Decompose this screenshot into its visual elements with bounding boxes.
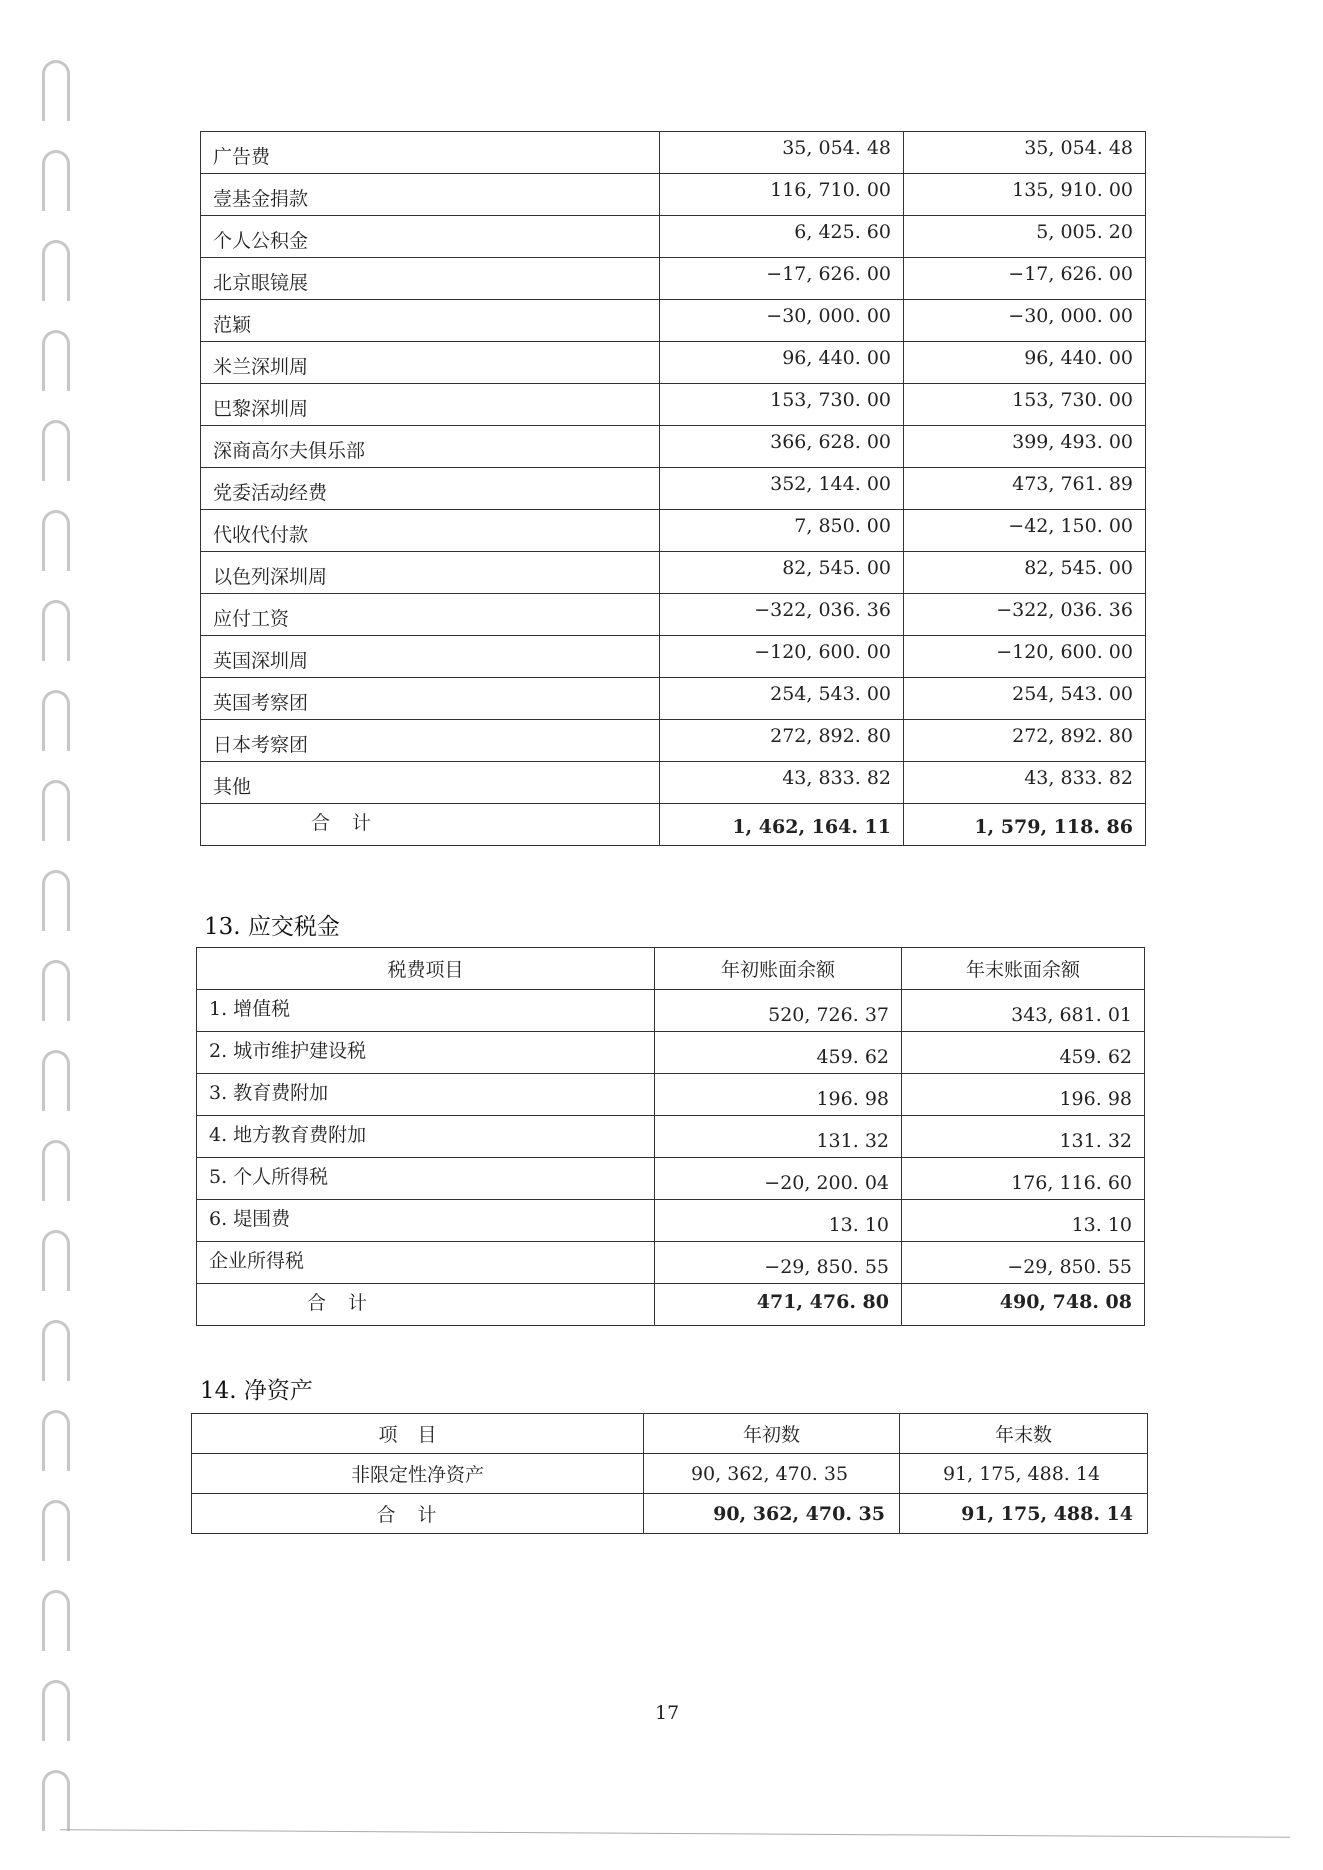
column-header: 项目: [192, 1414, 644, 1454]
begin-value: −29, 850. 55: [655, 1242, 902, 1284]
end-value: 254, 543. 00: [904, 678, 1146, 720]
total-label: 合计: [197, 1284, 655, 1326]
section-13-title: 13. 应交税金: [204, 914, 340, 940]
table-row: [201, 258, 1146, 300]
end-value: 131. 32: [902, 1116, 1145, 1158]
total-end-value: 91, 175, 488. 14: [900, 1494, 1148, 1534]
row-label: 范颖: [201, 300, 660, 342]
total-end-value: 490, 748. 08: [902, 1284, 1145, 1326]
total-label: 合计: [201, 804, 660, 846]
row-label: 英国深圳周: [201, 636, 660, 678]
table-row: [201, 594, 1146, 636]
row-label: 1. 增值税: [197, 990, 655, 1032]
table-row: [201, 300, 1146, 342]
table-row: [197, 990, 1145, 1032]
begin-value: 6, 425. 60: [660, 216, 904, 258]
row-label: 米兰深圳周: [201, 342, 660, 384]
begin-value: −20, 200. 04: [655, 1158, 902, 1200]
total-begin-value: 471, 476. 80: [655, 1284, 902, 1326]
end-value: 82, 545. 00: [904, 552, 1146, 594]
table-row: [201, 468, 1146, 510]
begin-value: 96, 440. 00: [660, 342, 904, 384]
row-label: 6. 堤围费: [197, 1200, 655, 1242]
row-label: 英国考察团: [201, 678, 660, 720]
end-value: −42, 150. 00: [904, 510, 1146, 552]
end-value: 35, 054. 48: [904, 132, 1146, 174]
end-value: 473, 761. 89: [904, 468, 1146, 510]
table-row: [201, 678, 1146, 720]
table-row: [197, 1116, 1145, 1158]
row-label: 日本考察团: [201, 720, 660, 762]
begin-value: 35, 054. 48: [660, 132, 904, 174]
total-row: [197, 1284, 1145, 1326]
row-label: 巴黎深圳周: [201, 384, 660, 426]
net-assets-table: [191, 1413, 1148, 1534]
end-value: −29, 850. 55: [902, 1242, 1145, 1284]
begin-value: 459. 62: [655, 1032, 902, 1074]
begin-value: 272, 892. 80: [660, 720, 904, 762]
begin-value: −120, 600. 00: [660, 636, 904, 678]
page-number: 17: [655, 1702, 680, 1724]
end-value: 459. 62: [902, 1032, 1145, 1074]
table-row: [201, 510, 1146, 552]
row-label: 4. 地方教育费附加: [197, 1116, 655, 1158]
begin-value: −30, 000. 00: [660, 300, 904, 342]
end-value: 272, 892. 80: [904, 720, 1146, 762]
begin-value: 116, 710. 00: [660, 174, 904, 216]
table-row: [201, 762, 1146, 804]
begin-value: 13. 10: [655, 1200, 902, 1242]
begin-value: 254, 543. 00: [660, 678, 904, 720]
table-row: [201, 384, 1146, 426]
total-row: [201, 804, 1146, 846]
total-begin-value: 90, 362, 470. 35: [644, 1494, 900, 1534]
total-label: 合计: [192, 1494, 644, 1534]
end-value: 153, 730. 00: [904, 384, 1146, 426]
table-row: [192, 1454, 1148, 1494]
table-header-row: [197, 948, 1145, 990]
begin-value: 131. 32: [655, 1116, 902, 1158]
row-label: 3. 教育费附加: [197, 1074, 655, 1116]
row-label: 非限定性净资产: [192, 1454, 644, 1494]
table-row: [201, 552, 1146, 594]
row-label: 2. 城市维护建设税: [197, 1032, 655, 1074]
table-row: [197, 1242, 1145, 1284]
total-end-value: 1, 579, 118. 86: [904, 804, 1146, 846]
begin-value: 43, 833. 82: [660, 762, 904, 804]
end-value: 196. 98: [902, 1074, 1145, 1116]
end-value: 43, 833. 82: [904, 762, 1146, 804]
page-divider: [60, 1829, 1290, 1838]
begin-value: 82, 545. 00: [660, 552, 904, 594]
row-label: 壹基金捐款: [201, 174, 660, 216]
taxes-payable-table: [196, 947, 1145, 1326]
end-value: −322, 036. 36: [904, 594, 1146, 636]
row-label: 北京眼镜展: [201, 258, 660, 300]
table-row: [197, 1074, 1145, 1116]
begin-value: 352, 144. 00: [660, 468, 904, 510]
row-label: 个人公积金: [201, 216, 660, 258]
table-row: [197, 1032, 1145, 1074]
begin-value: 7, 850. 00: [660, 510, 904, 552]
begin-value: 196. 98: [655, 1074, 902, 1116]
row-label: 广告费: [201, 132, 660, 174]
begin-value: −322, 036. 36: [660, 594, 904, 636]
column-header: 年初数: [644, 1414, 900, 1454]
table-row: [197, 1158, 1145, 1200]
other-payables-table: [200, 131, 1146, 846]
end-value: 5, 005. 20: [904, 216, 1146, 258]
row-label: 企业所得税: [197, 1242, 655, 1284]
table-row: [201, 636, 1146, 678]
table-row: [201, 720, 1146, 762]
row-label: 5. 个人所得税: [197, 1158, 655, 1200]
end-value: 176, 116. 60: [902, 1158, 1145, 1200]
begin-value: 153, 730. 00: [660, 384, 904, 426]
end-value: 13. 10: [902, 1200, 1145, 1242]
total-begin-value: 1, 462, 164. 11: [660, 804, 904, 846]
column-header: 年初账面余额: [655, 948, 902, 990]
row-label: 代收代付款: [201, 510, 660, 552]
begin-value: 90, 362, 470. 35: [644, 1454, 900, 1494]
end-value: 91, 175, 488. 14: [900, 1454, 1148, 1494]
column-header: 年末账面余额: [902, 948, 1145, 990]
table-header-row: [192, 1414, 1148, 1454]
table-row: [197, 1200, 1145, 1242]
table-row: [201, 132, 1146, 174]
end-value: 96, 440. 00: [904, 342, 1146, 384]
table-row: [201, 174, 1146, 216]
end-value: −17, 626. 00: [904, 258, 1146, 300]
row-label: 应付工资: [201, 594, 660, 636]
row-label: 以色列深圳周: [201, 552, 660, 594]
begin-value: −17, 626. 00: [660, 258, 904, 300]
column-header: 税费项目: [197, 948, 655, 990]
binding-rings: [30, 0, 90, 1870]
section-14-title: 14. 净资产: [200, 1378, 313, 1404]
end-value: −30, 000. 00: [904, 300, 1146, 342]
row-label: 党委活动经费: [201, 468, 660, 510]
table-row: [201, 426, 1146, 468]
begin-value: 520, 726. 37: [655, 990, 902, 1032]
end-value: 343, 681. 01: [902, 990, 1145, 1032]
table-row: [201, 216, 1146, 258]
row-label: 其他: [201, 762, 660, 804]
end-value: 399, 493. 00: [904, 426, 1146, 468]
column-header: 年末数: [900, 1414, 1148, 1454]
begin-value: 366, 628. 00: [660, 426, 904, 468]
end-value: −120, 600. 00: [904, 636, 1146, 678]
row-label: 深商高尔夫俱乐部: [201, 426, 660, 468]
end-value: 135, 910. 00: [904, 174, 1146, 216]
table-row: [201, 342, 1146, 384]
total-row: [192, 1494, 1148, 1534]
